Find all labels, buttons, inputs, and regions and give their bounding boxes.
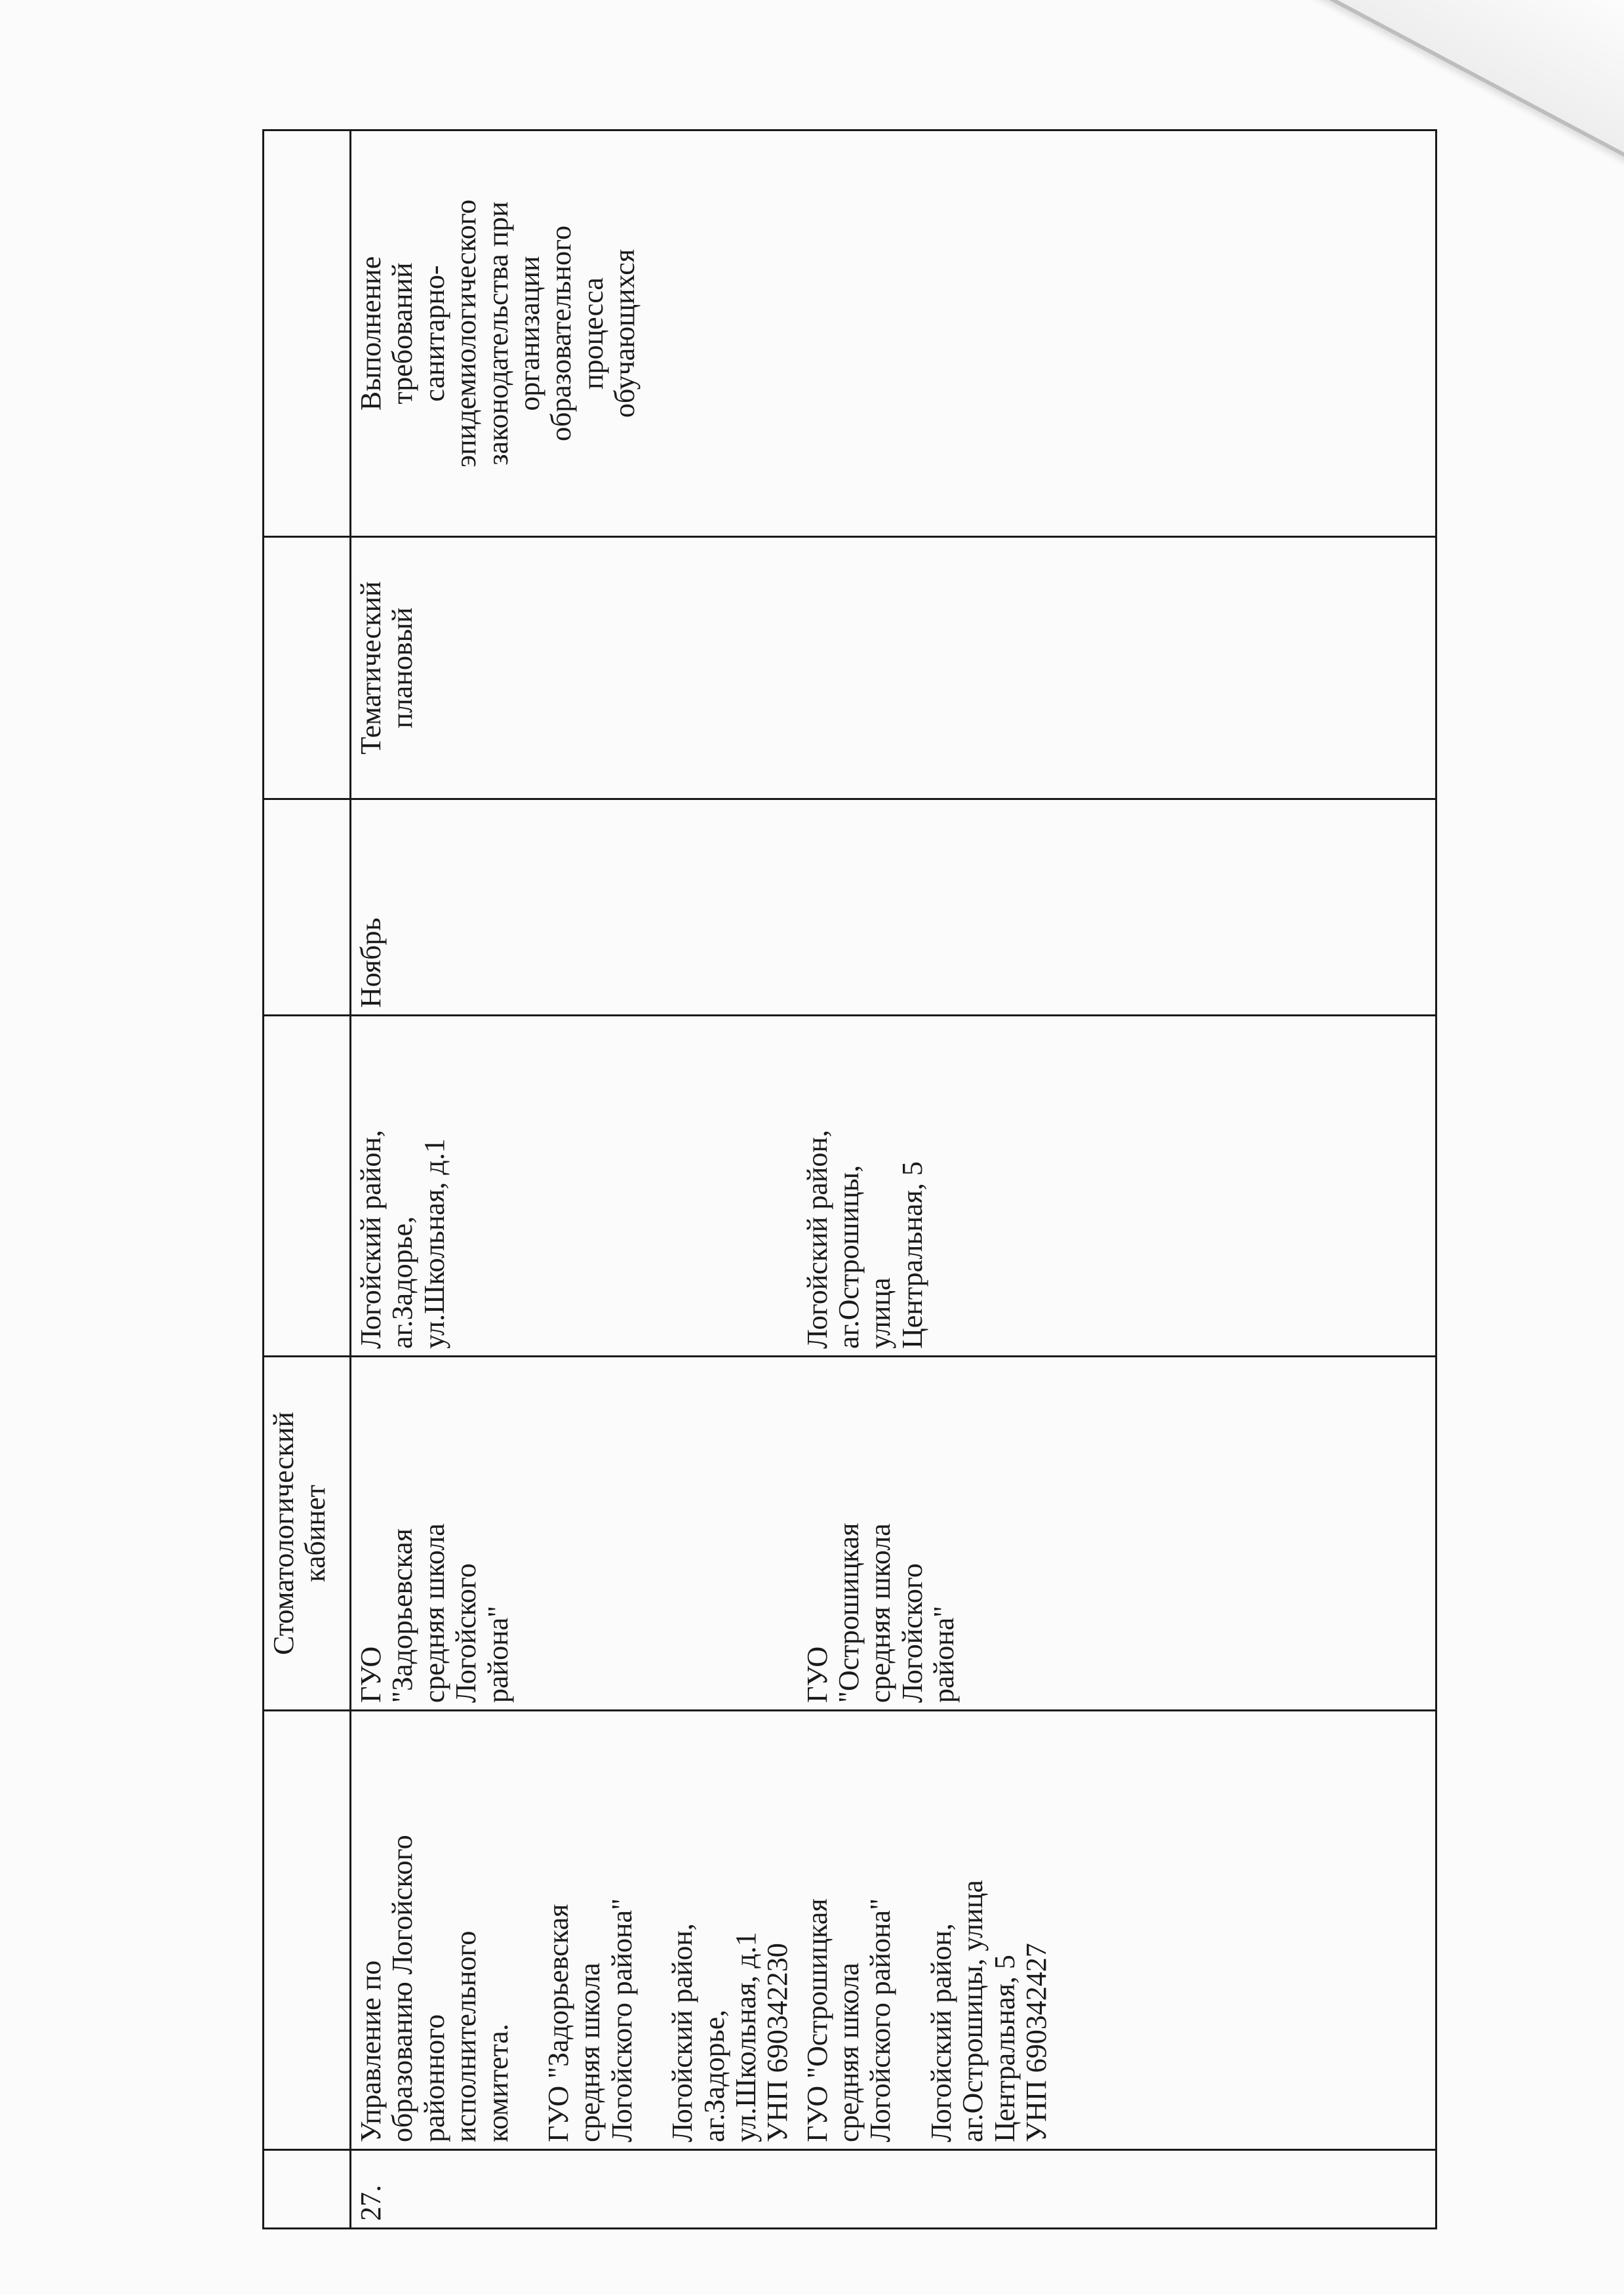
address-cell: Логойский район, аг.Задорье, ул.Школьная, д.1 [351,1016,798,1357]
object-cell: ГУО "Задорьевская средняя школа Логойского района" [351,1357,798,1711]
entity-management: Управление по образованию Логойского районного исполнительного комитета. [355,1835,514,2142]
address-cell: Логойский район, аг.Острошицы, улица Центральная, 5 [798,1016,1436,1357]
table-row [264,130,351,2229]
row-number: 27. [351,2150,1436,2229]
entity-cell [798,1711,1436,2150]
table-cell [264,130,351,537]
table-cell [264,537,351,799]
inspection-table [262,129,1437,2229]
check-type-cell: Тематический плановый [351,537,1436,799]
table-cell [264,1016,351,1357]
object-cell: ГУО "Острошицкая средняя школа Логойского района" [798,1357,1436,1711]
table-cell [264,1711,351,2150]
entity-school2-address: Логойский район, аг.Острошицы, улица Центральная, 5 УНП 690342427 [924,1880,1053,2142]
entity-cell [351,1711,798,2150]
subject-cell: Выполнение требований санитарно- эпидемиологического законодательства при организации образовательного процесса обучающихся [351,130,1436,537]
table-cell [264,799,351,1016]
month-cell: Ноябрь [351,799,1436,1016]
table-cell [264,2150,351,2229]
table-row [351,130,798,2229]
rotated-page [262,131,1475,2229]
entity-school1: ГУО "Задорьевская средняя школа Логойского района" [542,1898,638,2142]
object-header-cell: Стоматологический кабинет [264,1357,351,1711]
entity-school2: ГУО "Острошицкая средняя школа Логойского района" [801,1898,897,2142]
entity-school1-address: Логойский район, аг.Задорье, ул.Школьная, д.1 УНП 690342230 [666,1923,794,2142]
